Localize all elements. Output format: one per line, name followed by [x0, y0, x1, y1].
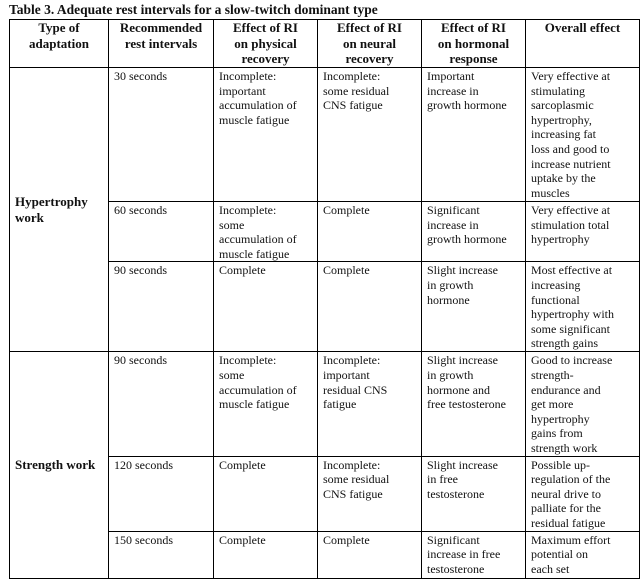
header-type-of-adaptation-line: Type of: [38, 20, 80, 35]
neural-effect-cell: [318, 456, 422, 531]
physical-effect-cell: [214, 456, 318, 531]
neural-effect-line: Incomplete:: [323, 457, 381, 472]
table-caption: Table 3. Adequate rest intervals for a slow-twitch dominant type: [9, 2, 378, 17]
physical-effect-line: accumulation of: [219, 98, 297, 113]
hormonal-effect-line: Significant: [427, 532, 480, 547]
overall-effect-line: neural drive to: [531, 486, 601, 501]
hormonal-effect-line: growth hormone: [427, 232, 507, 247]
neural-effect-line: residual CNS: [323, 382, 388, 397]
hormonal-effect-line: increase in: [427, 217, 479, 232]
physical-effect-line: accumulation of: [219, 232, 297, 247]
overall-effect-line: Most effective at: [531, 263, 613, 278]
header-row: [10, 20, 640, 68]
overall-effect-line: endurance and: [531, 382, 601, 397]
overall-effect-line: strength-: [531, 367, 574, 382]
overall-effect-cell: [526, 352, 640, 456]
header-hormonal-response-line: on hormonal: [437, 35, 510, 51]
physical-effect-line: Complete: [219, 532, 266, 547]
hormonal-effect-line: testosterone: [427, 561, 485, 576]
rest-interval-cell: 90 seconds: [109, 352, 214, 456]
rest-interval-table: [9, 19, 640, 579]
table-header: [10, 20, 640, 68]
neural-effect-cell: [318, 202, 422, 262]
overall-effect-line: some significant: [531, 321, 610, 336]
overall-effect-line: get more: [531, 397, 574, 412]
header-overall-effect: [526, 20, 640, 68]
neural-effect-cell: [318, 68, 422, 202]
physical-effect-line: accumulation of: [219, 382, 297, 397]
neural-effect-line: Incomplete:: [323, 353, 381, 368]
header-hormonal-response-line: response: [449, 51, 498, 66]
rest-interval-cell: 60 seconds: [109, 202, 214, 262]
neural-effect-line: Complete: [323, 532, 370, 547]
header-physical-recovery-line: Effect of RI: [233, 20, 298, 35]
header-type-of-adaptation: [10, 20, 109, 68]
table-row: [10, 352, 640, 456]
neural-effect-cell: [318, 262, 422, 352]
header-physical-recovery: [214, 20, 318, 68]
neural-effect-line: CNS fatigue: [323, 98, 383, 113]
physical-effect-line: Incomplete:: [219, 69, 277, 83]
overall-effect-line: Very effective at: [531, 69, 611, 83]
hormonal-effect-cell: [422, 202, 526, 262]
overall-effect-cell: [526, 262, 640, 352]
overall-effect-line: sarcoplasmic: [531, 98, 594, 113]
physical-effect-cell: [214, 262, 318, 352]
header-hormonal-response: [422, 20, 526, 68]
neural-effect-line: Complete: [323, 263, 370, 278]
physical-effect-line: some: [219, 217, 245, 232]
overall-effect-line: hypertrophy: [531, 411, 590, 426]
header-neural-recovery-line: recovery: [345, 51, 394, 66]
physical-effect-line: Incomplete:: [219, 353, 277, 368]
overall-effect-line: hypertrophy with: [531, 307, 614, 322]
neural-effect-cell: [318, 352, 422, 456]
header-recommended-rest-intervals-line: rest intervals: [124, 35, 198, 51]
overall-effect-cell: [526, 202, 640, 262]
overall-effect-line: each set: [531, 561, 570, 576]
hormonal-effect-line: hormone: [427, 292, 470, 307]
overall-effect-line: Possible up-: [531, 457, 591, 472]
rest-interval-cell: 30 seconds: [109, 68, 214, 202]
neural-effect-line: fatigue: [323, 397, 357, 412]
neural-effect-line: CNS fatigue: [323, 486, 383, 501]
overall-effect-line: increasing fat: [531, 127, 596, 142]
physical-effect-cell: [214, 68, 318, 202]
hormonal-effect-cell: [422, 262, 526, 352]
neural-effect-line: some residual: [323, 83, 390, 98]
overall-effect-line: muscles: [531, 185, 570, 200]
header-type-of-adaptation-line: adaptation: [29, 35, 89, 51]
hormonal-effect-line: Important: [427, 69, 475, 83]
adaptation-type-line: Hypertrophy: [15, 194, 88, 210]
overall-effect-line: loss and good to: [531, 141, 610, 156]
overall-effect-line: stimulation total: [531, 217, 610, 232]
overall-effect-line: stimulating: [531, 83, 585, 98]
neural-effect-line: important: [323, 367, 370, 382]
overall-effect-line: hypertrophy: [531, 232, 590, 247]
header-physical-recovery-line: recovery: [241, 51, 290, 66]
overall-effect-cell: [526, 68, 640, 202]
physical-effect-line: some: [219, 367, 245, 382]
header-neural-recovery: [318, 20, 422, 68]
hormonal-effect-line: increase in: [427, 83, 479, 98]
overall-effect-line: functional: [531, 292, 580, 307]
overall-effect-line: increase nutrient: [531, 156, 611, 171]
hormonal-effect-line: free testosterone: [427, 397, 506, 412]
header-overall-effect-line: Overall effect: [544, 20, 621, 35]
hormonal-effect-cell: [422, 456, 526, 531]
hormonal-effect-line: in free: [427, 472, 458, 487]
overall-effect-line: potential on: [531, 547, 588, 562]
rest-interval-cell: 90 seconds: [109, 262, 214, 352]
physical-effect-line: muscle fatigue: [219, 112, 290, 127]
hormonal-effect-line: Slight increase: [427, 263, 498, 278]
header-recommended-rest-intervals: [109, 20, 214, 68]
physical-effect-line: muscle fatigue: [219, 397, 290, 412]
physical-effect-line: Complete: [219, 457, 266, 472]
overall-effect-line: Very effective at: [531, 203, 611, 217]
neural-effect-line: some residual: [323, 472, 390, 487]
table-body: [10, 68, 640, 579]
overall-effect-cell: [526, 456, 640, 531]
overall-effect-line: increasing: [531, 277, 581, 292]
neural-effect-line: Incomplete:: [323, 69, 381, 83]
hormonal-effect-line: Significant: [427, 203, 480, 217]
overall-effect-line: regulation of the: [531, 472, 611, 487]
physical-effect-line: Complete: [219, 263, 266, 278]
header-neural-recovery-line: on neural: [342, 35, 397, 51]
header-hormonal-response-line: Effect of RI: [441, 20, 506, 35]
header-physical-recovery-line: on physical: [234, 35, 297, 51]
overall-effect-line: Good to increase: [531, 353, 613, 368]
hormonal-effect-line: hormone and: [427, 382, 490, 397]
table-row: [10, 68, 640, 202]
overall-effect-line: Maximum effort: [531, 532, 611, 547]
overall-effect-line: hypertrophy,: [531, 112, 592, 127]
hormonal-effect-line: in growth: [427, 367, 474, 382]
adaptation-type-cell: [10, 68, 109, 352]
adaptation-type-cell: [10, 352, 109, 578]
neural-effect-line: Complete: [323, 203, 370, 217]
header-neural-recovery-line: Effect of RI: [337, 20, 402, 35]
overall-effect-line: strength work: [531, 440, 598, 455]
hormonal-effect-line: increase in free: [427, 547, 501, 562]
overall-effect-line: uptake by the: [531, 171, 596, 186]
hormonal-effect-line: testosterone: [427, 486, 485, 501]
header-recommended-rest-intervals-line: Recommended: [119, 20, 203, 35]
hormonal-effect-line: Slight increase: [427, 353, 498, 368]
hormonal-effect-cell: [422, 352, 526, 456]
hormonal-effect-line: Slight increase: [427, 457, 498, 472]
physical-effect-cell: [214, 202, 318, 262]
overall-effect-line: strength gains: [531, 336, 598, 351]
overall-effect-line: palliate for the: [531, 501, 601, 516]
hormonal-effect-cell: [422, 68, 526, 202]
rest-interval-cell: 150 seconds: [109, 531, 214, 578]
physical-effect-line: important: [219, 83, 266, 98]
adaptation-type-line: work: [15, 210, 44, 226]
overall-effect-line: gains from: [531, 426, 583, 441]
overall-effect-line: residual fatigue: [531, 515, 606, 530]
adaptation-type-line: Strength work: [15, 457, 96, 473]
rest-interval-cell: 120 seconds: [109, 456, 214, 531]
physical-effect-line: Incomplete:: [219, 203, 277, 217]
physical-effect-line: muscle fatigue: [219, 246, 290, 261]
hormonal-effect-line: in growth: [427, 277, 474, 292]
hormonal-effect-line: growth hormone: [427, 98, 507, 113]
physical-effect-cell: [214, 352, 318, 456]
